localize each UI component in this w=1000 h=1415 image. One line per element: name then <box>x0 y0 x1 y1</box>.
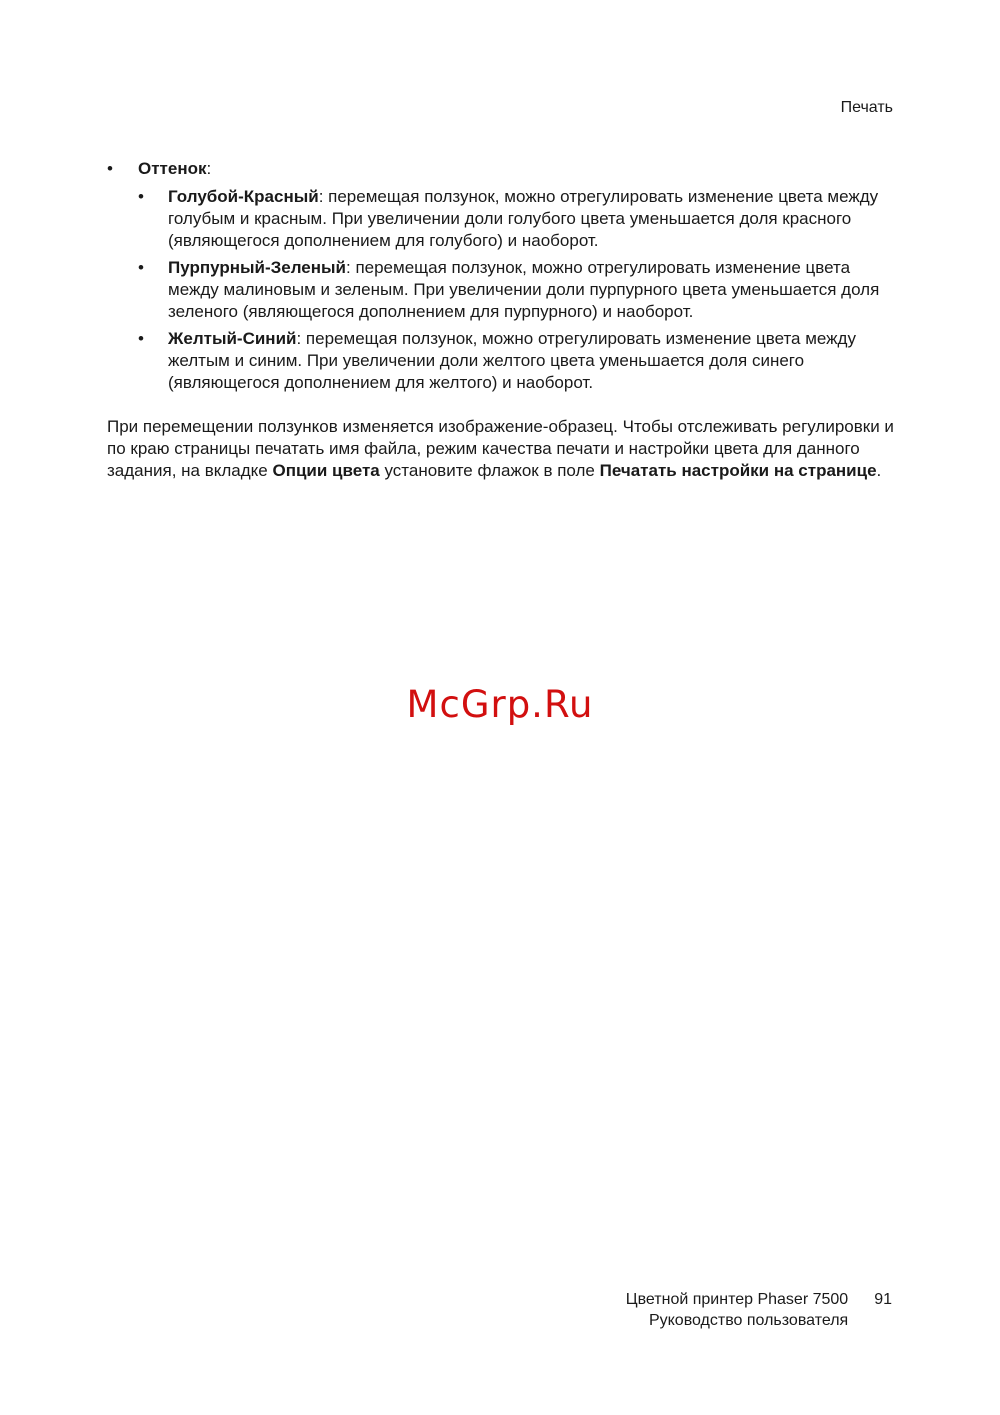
section-header: Печать <box>840 99 893 116</box>
bullet-icon: • <box>138 329 144 348</box>
slider-paragraph <box>107 416 897 482</box>
tint-title-colon: : <box>206 159 212 178</box>
tint-item-text: : перемещая ползунок, можно отрегулировать изменение цвета между голубым и красным. При увеличении доли голубого цвета уменьшается доля красного (являющегося дополнением для голубого) и наоборот. <box>168 187 879 250</box>
paragraph-text: установите флажок в поле <box>379 461 600 480</box>
bullet-icon: • <box>107 159 113 178</box>
tint-item-cyan-red <box>138 186 897 252</box>
tint-item-yellow-blue <box>138 328 897 394</box>
page-footer <box>626 1289 892 1331</box>
footer-product: Цветной принтер Phaser 7500 <box>625 1291 849 1308</box>
tint-item-text: : перемещая ползунок, можно отрегулировать изменение цвета между малиновым и зеленым. При увеличении доли пурпурного цвета уменьшается доля зеленого (являющегося дополнением для пурпурного) и наоборот. <box>168 258 880 321</box>
color-options-tab-ref: Опции цвета <box>272 461 380 480</box>
footer-guide: Руководство пользователя <box>648 1312 849 1329</box>
bullet-icon: • <box>138 258 144 277</box>
footer-text <box>626 1289 848 1331</box>
paragraph-text: . <box>876 461 882 480</box>
tint-item-term: Голубой-Красный <box>168 187 319 206</box>
print-settings-checkbox-ref: Печатать настройки на странице <box>599 461 877 480</box>
paragraph-text: При перемещении ползунков изменяется изображение-образец. Чтобы отслеживать регулировки и по краю страницы печатать имя файла, режим качества печати и настройки цвета для данного задания, на вкладке <box>107 417 894 480</box>
tint-item-term: Желтый-Синий <box>168 329 297 348</box>
tint-title: Оттенок <box>138 159 207 178</box>
tint-item-term: Пурпурный-Зеленый <box>168 258 346 277</box>
tint-list-item <box>107 158 897 394</box>
watermark: McGrp.Ru <box>406 683 594 726</box>
bullet-icon: • <box>138 187 144 206</box>
main-content <box>107 158 897 482</box>
tint-item-text: : перемещая ползунок, можно отрегулировать изменение цвета между желтым и синим. При увеличении доли желтого цвета уменьшается доля синего (являющегося дополнением для желтого) и наоборот. <box>168 329 856 392</box>
tint-item-magenta-green <box>138 257 897 323</box>
tint-sub-list <box>138 186 897 394</box>
tint-list <box>107 158 897 394</box>
page-number: 91 <box>874 1291 892 1308</box>
